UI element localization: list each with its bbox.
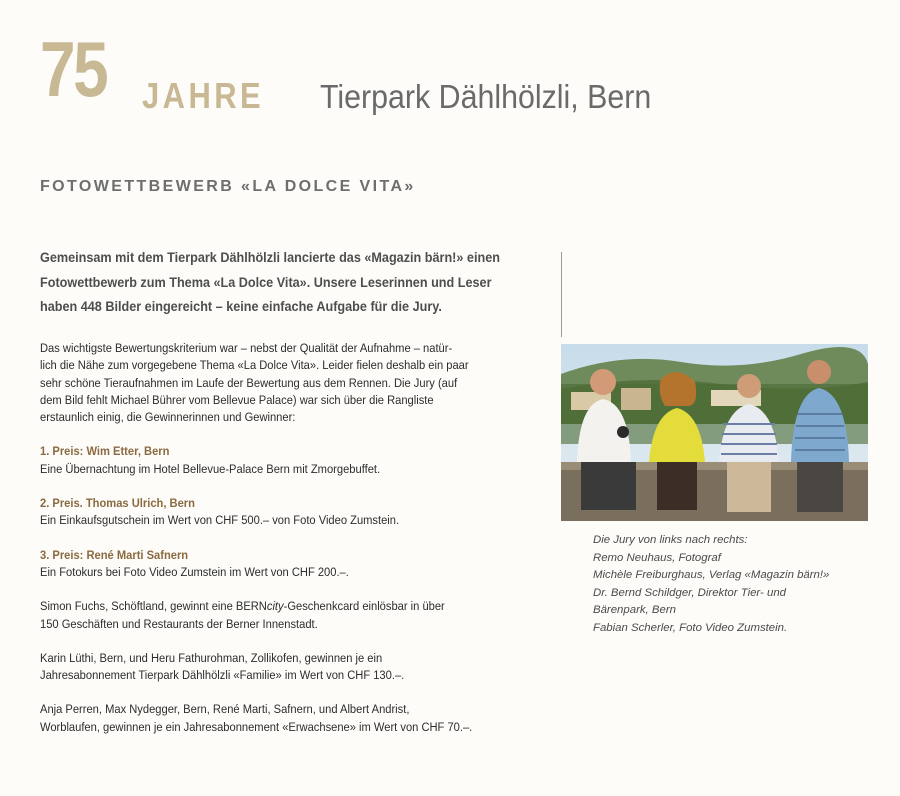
lead-line: Gemeinsam mit dem Tierpark Dählhölzli lancierte das «Magazin bärn!» einen: [40, 250, 500, 265]
simon-text: Simon Fuchs, Schöftland, gewinnt eine BERN: [40, 599, 267, 614]
anniversary-label: JAHRE: [142, 75, 265, 116]
jury-photo: [561, 344, 868, 521]
prize-2-title: 2. Preis. Thomas Ulrich, Bern: [40, 496, 195, 511]
lead-line: Fotowettbewerb zum Thema «La Dolce Vita». Unsere Leserinnen und Leser: [40, 274, 492, 290]
photo-caption: [593, 532, 883, 638]
caption-line: Remo Neuhaus, Fotograf: [593, 551, 721, 564]
lead-paragraph: [40, 246, 505, 320]
caption-line: Fabian Scherler, Foto Video Zumstein.: [593, 621, 788, 634]
prize-1-title: 1. Preis: Wim Etter, Bern: [40, 444, 170, 459]
caption-line: Die Jury von links nach rechts:: [593, 534, 748, 546]
anja-line: Anja Perren, Max Nydegger, Bern, René Marti, Safnern, und Albert Andrist,: [40, 702, 410, 717]
jury-photo-image: [561, 344, 868, 521]
caption-line: Michèle Freiburghaus, Verlag «Magazin bärn!»: [593, 569, 830, 582]
anniversary-number: 75: [40, 25, 107, 113]
caption-line: Dr. Bernd Schildger, Direktor Tier- und: [593, 586, 786, 599]
anja-line: Worblaufen, gewinnen je ein Jahresabonnement «Erwachsene» im Wert von CHF 70.–.: [40, 719, 473, 734]
bern-city-brand: city: [266, 599, 284, 614]
karin-line: Karin Lüthi, Bern, und Heru Fathurohman, Zollikofen, gewinnen je ein: [40, 650, 383, 665]
lead-line: haben 448 Bilder eingereicht – keine einfache Aufgabe für die Jury.: [40, 299, 442, 314]
intro-line: Das wichtigste Bewertungskriterium war – nebst der Qualität der Aufnahme – natür-: [40, 341, 453, 355]
section-heading: FOTOWETTBEWERB «LA DOLCE VITA»: [40, 178, 416, 195]
intro-line: dem Bild fehlt Michael Bührer vom Bellevue Palace) war sich über die Rangliste: [40, 392, 434, 407]
caption-line: Bärenpark, Bern: [593, 604, 676, 617]
intro-line: sehr schöne Tieraufnahmen im Laufe der Bewertung aus dem Rennen. Die Jury (auf: [40, 375, 458, 390]
column-divider: [561, 252, 562, 337]
prize-3-text: Ein Fotokurs bei Foto Video Zumstein im Wert von CHF 200.–.: [40, 564, 349, 579]
page-title: Tierpark Dählhölzli, Bern: [320, 78, 652, 115]
prize-1-text: Eine Übernachtung im Hotel Bellevue-Palace Bern mit Zmorgebuffet.: [40, 461, 381, 476]
prize-3-title: 3. Preis: René Marti Safnern: [40, 547, 189, 562]
simon-line-2: 150 Geschäften und Restaurants der Berner Innenstadt.: [40, 616, 318, 631]
article-body: [40, 340, 508, 736]
intro-line: erstaunlich einig, die Gewinnerinnen und Gewinner:: [40, 410, 296, 425]
simon-line-1: [40, 598, 508, 615]
simon-text: -Geschenkcard einlösbar in über: [283, 599, 445, 614]
karin-line: Jahresabonnement Tierpark Dählhölzli «Familie» im Wert von CHF 130.–.: [40, 668, 405, 683]
prize-2-text: Ein Einkaufsgutschein im Wert von CHF 500.– von Foto Video Zumstein.: [40, 513, 400, 528]
intro-line: lich die Nähe zum vorgegebene Thema «La Dolce Vita». Leider fielen deshalb ein paar: [40, 358, 469, 373]
